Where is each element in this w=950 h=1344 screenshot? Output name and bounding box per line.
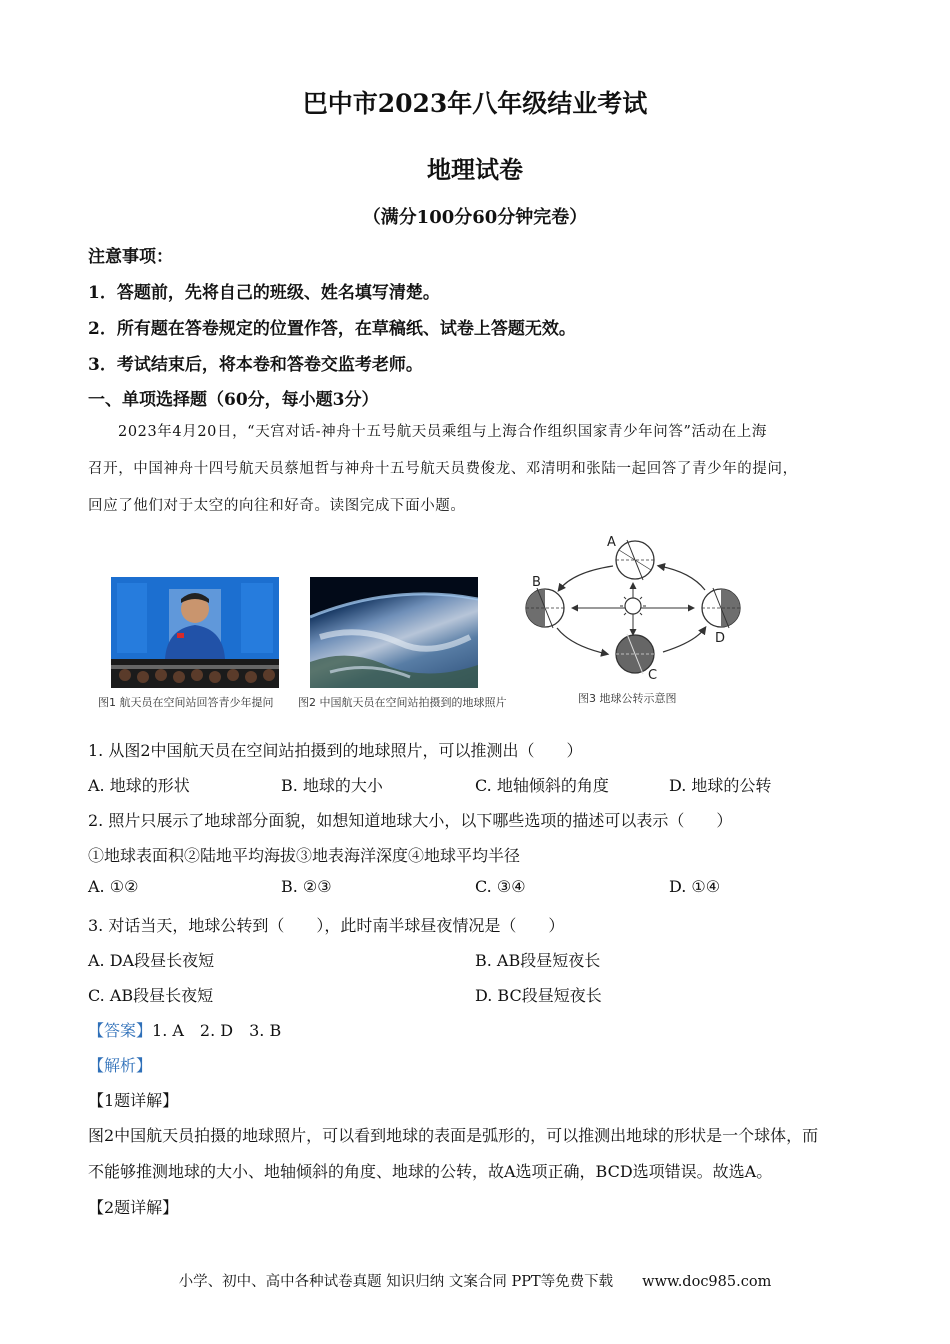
passage-line-1: 2023年4月20日，“天宫对话-神舟十五号航天员乘组与上海合作组织国家青少年问答”活动在上海 xyxy=(118,424,767,440)
q1-option-a: A. 地球的形状 xyxy=(88,776,190,795)
figure1-caption: 图1 航天员在空间站回答青少年提问 xyxy=(98,696,274,709)
question-2-items: ①地球表面积②陆地平均海拔③地表海洋深度④地球平均半径 xyxy=(88,846,521,865)
orbit-arrow-da xyxy=(659,566,705,590)
q2-option-a: A. ①② xyxy=(88,877,139,896)
figure3-caption: 图3 地球公转示意图 xyxy=(578,692,677,705)
earth-position-b xyxy=(526,588,564,628)
astronaut-photo xyxy=(111,577,279,688)
q1-detail-line-2: 不能够推测地球的大小、地轴倾斜的角度、地球的公转，故A选项正确，BCD选项错误。故选A。 xyxy=(88,1162,773,1181)
q1-option-b: B. 地球的大小 xyxy=(281,776,383,795)
exam-title: 巴中市2023年八年级结业考试 xyxy=(302,89,648,118)
analysis-label: 【解析】 xyxy=(88,1056,153,1075)
earth-revolution-diagram xyxy=(515,528,755,693)
notice-item-1: 1．答题前，先将自己的班级、姓名填写清楚。 xyxy=(88,283,440,303)
notice-heading: 注意事项： xyxy=(88,247,173,267)
orbit-arrow-bc xyxy=(557,628,607,654)
q2-option-b: B. ②③ xyxy=(281,877,332,896)
answer-label: 【答案】 xyxy=(88,1021,153,1040)
passage-line-3: 回应了他们对于太空的向往和好奇。读图完成下面小题。 xyxy=(88,498,466,514)
section-heading: 一、单项选择题（60分，每小题3分） xyxy=(88,390,379,410)
earth-position-d xyxy=(702,588,740,628)
q3-option-c: C. AB段昼长夜短 xyxy=(88,986,214,1005)
q1-option-c: C. 地轴倾斜的角度 xyxy=(475,776,609,795)
q3-option-a: A. DA段昼长夜短 xyxy=(88,951,215,970)
question-1-stem: 1. 从图2中国航天员在空间站拍摄到的地球照片，可以推测出（ ） xyxy=(88,741,583,760)
q3-option-b: B. AB段昼短夜长 xyxy=(475,951,601,970)
question-3-stem: 3. 对话当天，地球公转到（ ），此时南半球昼夜情况是（ ） xyxy=(88,916,565,935)
label-c: C xyxy=(648,668,658,683)
astronaut-photo-art xyxy=(111,577,279,688)
label-a: A xyxy=(607,535,616,550)
revolution-diagram-svg xyxy=(515,528,755,693)
q2-option-c: C. ③④ xyxy=(475,877,526,896)
q1-detail-heading: 【1题详解】 xyxy=(88,1091,179,1110)
orbit-arrow-cd xyxy=(663,628,705,652)
passage-line-2: 召开，中国神舟十四号航天员蔡旭哲与神舟十五号航天员费俊龙、邓清明和张陆一起回答了青少年的提问， xyxy=(88,461,798,477)
answer-line xyxy=(88,1018,281,1041)
exam-note: （满分100分60分钟完卷） xyxy=(362,207,588,228)
question-2-stem: 2. 照片只展示了地球部分面貌，如想知道地球大小，以下哪些选项的描述可以表示（ ） xyxy=(88,811,733,830)
earth-photo-art xyxy=(310,577,478,688)
notice-item-3: 3．考试结束后，将本卷和答卷交监考老师。 xyxy=(88,355,423,375)
label-d: D xyxy=(715,631,726,646)
figure2-caption: 图2 中国航天员在空间站拍摄到的地球照片 xyxy=(298,696,507,709)
page-footer: 小学、初中、高中各种试卷真题 知识归纳 文案合同 PPT等免费下载 www.doc985.com xyxy=(178,1274,772,1290)
notice-item-2: 2．所有题在答卷规定的位置作答，在草稿纸、试卷上答题无效。 xyxy=(88,319,576,339)
answer-value: 1. A 2. D 3. B xyxy=(152,1021,282,1040)
q1-option-d: D. 地球的公转 xyxy=(669,776,772,795)
earth-photo xyxy=(310,577,478,688)
q1-detail-line-1: 图2中国航天员拍摄的地球照片，可以看到地球的表面是弧形的，可以推测出地球的形状是一个球体，而 xyxy=(88,1126,819,1145)
earth-position-a xyxy=(616,540,654,580)
orbit-arrow-ab xyxy=(559,566,613,590)
q2-option-d: D. ①④ xyxy=(669,877,721,896)
label-b: B xyxy=(532,575,541,590)
exam-subtitle: 地理试卷 xyxy=(427,155,523,184)
q2-detail-heading: 【2题详解】 xyxy=(88,1198,179,1217)
q3-option-d: D. BC段昼短夜长 xyxy=(475,986,602,1005)
